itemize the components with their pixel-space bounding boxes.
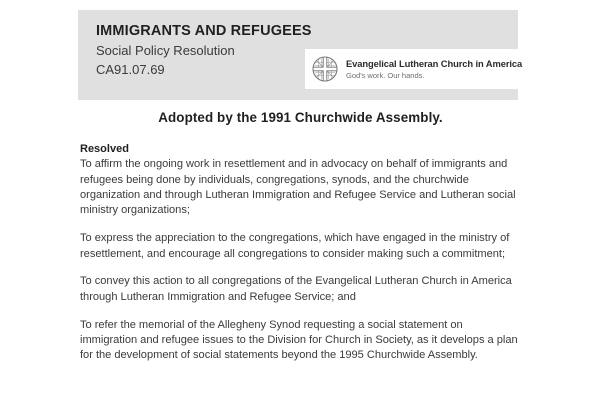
resolved-heading: Resolved bbox=[80, 143, 129, 155]
page-title: IMMIGRANTS AND REFUGEES bbox=[96, 23, 312, 39]
elca-logo-name: Evangelical Lutheran Church in America bbox=[346, 57, 523, 69]
elca-cross-circle-icon bbox=[312, 56, 338, 82]
header-text-group bbox=[96, 22, 312, 79]
resolution-paragraph: To refer the memorial of the Allegheny Synod requesting a social statement on immigration and refugee issues to the Division for Church in Society, as it develops a plan for the development of social statements beyond the 1995 Churchwide Assembly. bbox=[80, 318, 518, 362]
document-type-label: Social Policy Resolution bbox=[96, 43, 235, 59]
resolution-paragraph: To affirm the ongoing work in resettlement and in advocacy on behalf of immigrants and refugees being done by individuals, congregations, synods, and the churchwide organization and through Lutheran Immigration and Refugee Service and Lutheran social ministry organizations; bbox=[80, 158, 516, 217]
resolution-paragraph: To convey this action to all congregations of the Evangelical Lutheran Church in America through Lutheran Immigration and Refugee Service; and bbox=[80, 275, 512, 303]
elca-logo-wordmark bbox=[346, 58, 522, 81]
document-code: CA91.07.69 bbox=[96, 61, 165, 77]
elca-logo-tagline: God's work. Our hands. bbox=[346, 70, 425, 80]
adopted-statement: Adopted by the 1991 Churchwide Assembly. bbox=[158, 110, 443, 125]
document-body bbox=[80, 110, 521, 364]
elca-logo bbox=[305, 49, 531, 89]
resolution-paragraph: To express the appreciation to the congregations, which have engaged in the ministry of resettlement, and encourage all congregations to consider making such a commitment; bbox=[80, 232, 510, 260]
